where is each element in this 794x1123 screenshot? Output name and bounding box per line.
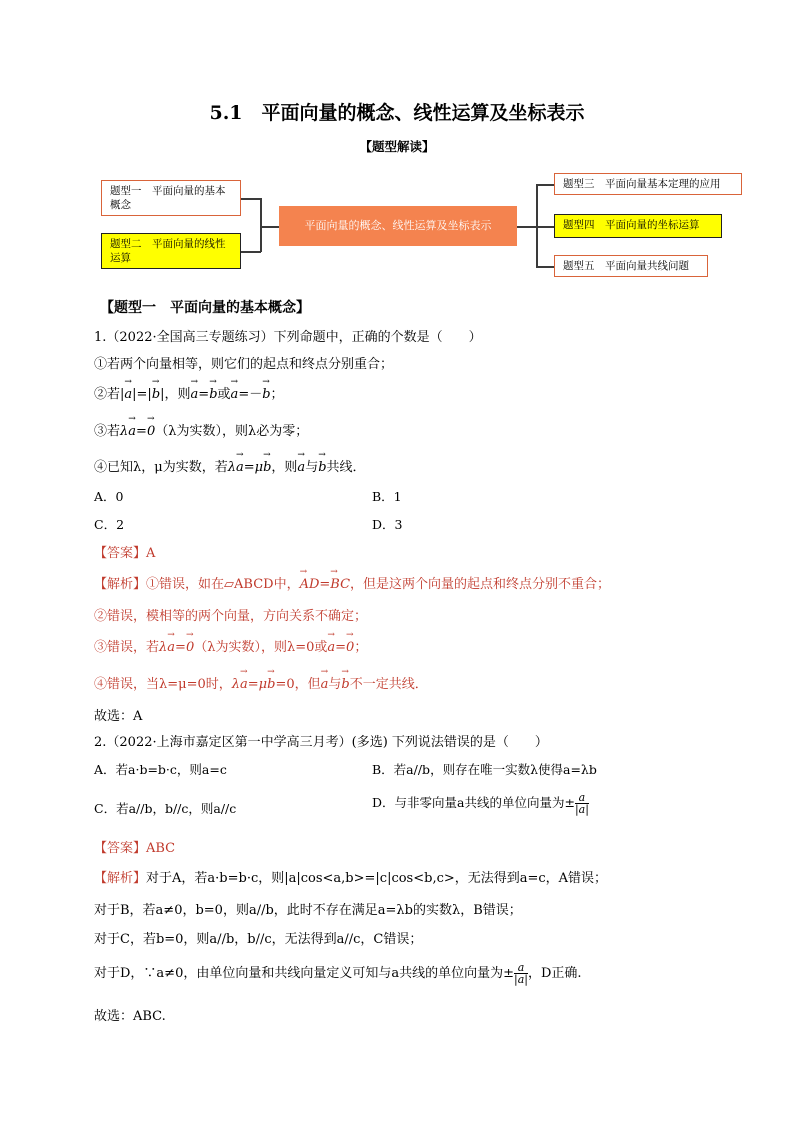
connector xyxy=(260,226,279,228)
connector xyxy=(517,226,537,228)
q2-analysis-4: 对于D，∵a≠0，由单位向量和共线向量定义可知与a共线的单位向量为± $\frac{a}{|a|}$ ，D正确. xyxy=(94,961,582,986)
diagram-left-box-2: 题型二 平面向量的线性运算 xyxy=(101,233,241,269)
q1-analysis-1: 【解析】①错误，如在▱ABCD中，→ AD=→ BC，但是这两个向量的起点和终点分别不重合； xyxy=(94,573,610,592)
q1-statement-3: ③若λ→ a=→ 0（λ为实数），则λ必为零； xyxy=(94,420,308,439)
q1-statement-4: ④已知λ，μ为实数，若λ→ a=μ→ b，则→ a与→ b共线． xyxy=(94,456,366,475)
q2-option-a: A．若a·b=b·c，则a=c xyxy=(94,762,227,777)
q2-option-b: B．若a//b，则存在唯一实数λ使得a=λb xyxy=(372,762,597,777)
page-subtitle: 【题型解读】 xyxy=(359,139,435,154)
q2-analysis-2: 对于B，若a≠0，b=0，则a//b，此时不存在满足a=λb的实数λ，B错误； xyxy=(94,903,522,918)
connector xyxy=(241,251,261,253)
q2-analysis-3: 对于C，若b=0，则a//b，b//c，无法得到a//c，C错误； xyxy=(94,932,423,947)
q2-stem: 2.（2022·上海市嘉定区第一中学高三月考）(多选) 下列说法错误的是（ ） xyxy=(94,735,548,750)
q1-analysis-3: ③错误，若λ→ a=→ 0（λ为实数），则λ=0或→ a=→ 0； xyxy=(94,636,367,655)
connector xyxy=(536,226,554,228)
q1-statement-2: ②若|→ a|=|→ b|，则→ a=→ b或→ a=－→ b； xyxy=(94,383,284,402)
q1-option-c: C．2 xyxy=(94,517,125,532)
q1-analysis-4: ④错误，当λ=μ=0时，λ→ a=μ→ b=0，但→ a与→ b不一定共线． xyxy=(94,673,428,692)
connector xyxy=(241,198,261,200)
q2-analysis-1: 【解析】对于A，若a·b=b·c，则|a|cos<a,b>=|c|cos<b,c>，无法得到a=c，A错误； xyxy=(94,871,608,886)
page-title: 5.1 平面向量的概念、线性运算及坐标表示 xyxy=(209,102,585,124)
connector xyxy=(260,198,262,252)
q1-option-a: A．0 xyxy=(94,489,124,504)
q2-option-c: C．若a//b，b//c，则a//c xyxy=(94,801,237,816)
q1-option-b: B．1 xyxy=(372,489,402,504)
q2-option-d: D．与非零向量a共线的单位向量为± $\frac{a}{|a|}$ xyxy=(372,791,589,816)
diagram-center-box: 平面向量的概念、线性运算及坐标表示 xyxy=(279,206,517,246)
diagram-right-box-3: 题型五 平面向量共线问题 xyxy=(554,255,708,277)
diagram-right-box-2: 题型四 平面向量的坐标运算 xyxy=(554,214,722,238)
connector xyxy=(536,266,554,268)
q1-option-d: D．3 xyxy=(372,517,403,532)
q1-answer: 【答案】A xyxy=(94,546,156,561)
q1-analysis-2: ②错误，模相等的两个向量，方向关系不确定； xyxy=(94,609,368,624)
q2-choose: 故选：ABC. xyxy=(94,1009,166,1024)
q2-answer: 【答案】ABC xyxy=(94,841,176,856)
q1-stem: 1.（2022·全国高三专题练习）下列命题中，正确的个数是（ ） xyxy=(94,330,482,345)
connector xyxy=(536,184,554,186)
diagram-right-box-1: 题型三 平面向量基本定理的应用 xyxy=(554,173,742,195)
q1-choose: 故选：A xyxy=(94,709,143,724)
q1-statement-1: ①若两个向量相等，则它们的起点和终点分别重合； xyxy=(94,357,394,372)
diagram-left-box-1: 题型一 平面向量的基本概念 xyxy=(101,180,241,216)
section-heading: 【题型一 平面向量的基本概念】 xyxy=(100,300,310,316)
